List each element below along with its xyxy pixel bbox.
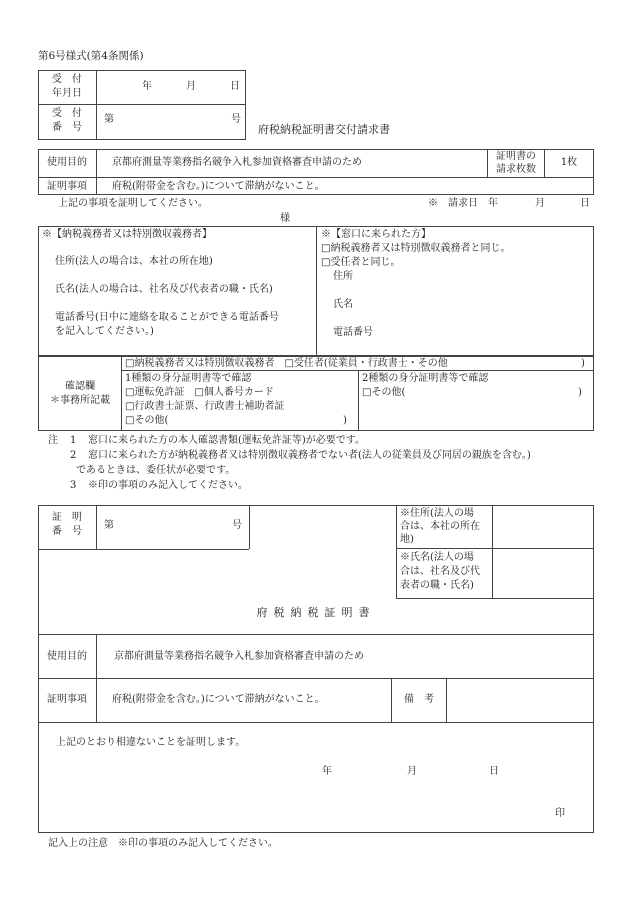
sama-label: 様: [280, 213, 290, 224]
taxpayer-phone-label-1: 電話番号(日中に連絡を取ることができる電話番号: [55, 312, 279, 323]
cert-name-label-3: 表者の職・氏名): [400, 580, 474, 591]
taxpayer-address-label: 住所(法人の場合は、本社の所在地): [55, 256, 213, 267]
reception-no-label-2: 番 号: [52, 122, 82, 133]
confirm-type1-line2[interactable]: □行政書士証票、行政書士補助者証: [125, 401, 285, 412]
cert-name-label-1: ※氏名(法人の場: [400, 552, 474, 563]
copies-label-1: 証明書の: [496, 151, 536, 162]
request-title: 府税納税証明書交付請求書: [258, 123, 390, 136]
confirm-top-row-close: ): [581, 358, 585, 369]
cert-matter-label: 証明事項: [47, 694, 87, 705]
cert-title: 府税納税証明書: [256, 606, 376, 619]
request-date-label: ※ 請求日: [428, 198, 478, 209]
request-day: 日: [580, 198, 590, 209]
taxpayer-name-label: 氏名(法人の場合は、社名及び代表者の職・氏名): [55, 284, 273, 295]
copies-value: 1枚: [560, 157, 578, 168]
reception-date-label-1: 受 付: [52, 74, 82, 85]
footer-note: 記入上の注意 ※印の事項のみ記入してください。: [48, 838, 278, 849]
reception-year: 年: [142, 81, 152, 92]
cert-name-label-2: 合は、社名及び代: [400, 566, 480, 577]
confirm-type1-heading: 1種類の身分証明書等で確認: [125, 373, 252, 384]
confirm-type2-close: ): [578, 387, 582, 398]
cert-address-label-1: ※住所(法人の場: [400, 508, 474, 519]
confirm-type1-close: ): [343, 415, 347, 426]
note-2-line2: であるときは、委任状が必要です。: [76, 465, 236, 476]
taxpayer-phone-label-2: を記入してください。): [55, 326, 154, 337]
reception-no-prefix: 第: [104, 114, 114, 125]
request-sentence: 上記の事項を証明してください。: [58, 198, 208, 209]
cert-no-prefix: 第: [104, 520, 114, 531]
note-1-num: 1: [70, 435, 77, 446]
cert-address-label-3: 地): [400, 534, 414, 545]
cert-address-label-2: 合は、本社の所在: [400, 521, 480, 532]
reception-month: 月: [186, 81, 196, 92]
confirm-label-2: ＊事務所記載: [50, 395, 110, 406]
visitor-heading: ※【窓口に来られた方】: [321, 229, 431, 240]
reception-no-suffix: 号: [231, 114, 241, 125]
copies-label-2: 請求枚数: [496, 164, 536, 175]
cert-matter-value: 府税(附帯金を含む。)について滞納がないこと。: [112, 694, 325, 705]
confirm-type2-heading: 2種類の身分証明書等で確認: [362, 373, 489, 384]
cert-seal: 印: [555, 808, 565, 819]
cert-no-suffix: 号: [232, 520, 242, 531]
cert-year: 年: [322, 766, 332, 777]
matter-label: 証明事項: [47, 181, 87, 192]
cert-no-label-1: 証 明: [52, 512, 82, 523]
reception-no-label-1: 受 付: [52, 108, 82, 119]
visitor-same-agent-checkbox[interactable]: □受任者と同じ。: [321, 257, 401, 268]
note-2-line1: 窓口に来られた方が納税義務者又は特別徴収義務者でない者(法人の従業員及び同居の親族を含む。): [88, 450, 531, 461]
note-2-num: 2: [70, 450, 77, 461]
note-3: ※印の事項のみ記入してください。: [88, 480, 248, 491]
note-1: 窓口に来られた方の本人確認書類(運転免許証等)が必要です。: [88, 435, 366, 446]
confirm-label-1: 確認欄: [65, 381, 95, 392]
cert-purpose-label: 使用目的: [47, 651, 87, 662]
cert-month: 月: [407, 766, 417, 777]
note-3-num: 3: [70, 480, 77, 491]
reception-day: 日: [230, 81, 240, 92]
purpose-value: 京都府測量等業務指名競争入札参加資格審査申請のため: [112, 157, 362, 168]
confirm-type2-line1[interactable]: □その他(: [362, 387, 406, 398]
confirm-top-row[interactable]: □納税義務者又は特別徴収義務者 □受任者(従業員・行政書士・その他: [125, 358, 448, 369]
request-year: 年: [488, 198, 498, 209]
purpose-label: 使用目的: [47, 157, 87, 168]
notes-label: 注: [48, 435, 58, 446]
visitor-same-taxpayer-checkbox[interactable]: □納税義務者又は特別徴収義務者と同じ。: [321, 243, 511, 254]
taxpayer-heading: ※【納税義務者又は特別徴収義務者】: [42, 229, 212, 240]
request-month: 月: [535, 198, 545, 209]
visitor-address-label: 住所: [333, 271, 353, 282]
cert-remarks-label: 備 考: [404, 694, 434, 705]
cert-day: 日: [489, 766, 499, 777]
cert-no-label-2: 番 号: [52, 526, 82, 537]
certificate-box: [38, 505, 594, 833]
cert-purpose-value: 京都府測量等業務指名競争入札参加資格審査申請のため: [114, 651, 364, 662]
reception-date-label-2: 年月日: [52, 88, 82, 99]
cert-certify-sentence: 上記のとおり相違ないことを証明します。: [56, 737, 246, 748]
matter-value: 府税(附帯金を含む。)について滞納がないこと。: [112, 181, 325, 192]
confirm-type1-line3[interactable]: □その他(: [125, 415, 169, 426]
confirm-type1-line1[interactable]: □運転免許証 □個人番号カード: [125, 387, 274, 398]
form-number: 第6号様式(第4条関係): [38, 50, 144, 62]
visitor-phone-label: 電話番号: [333, 327, 373, 338]
visitor-name-label: 氏名: [333, 299, 353, 310]
